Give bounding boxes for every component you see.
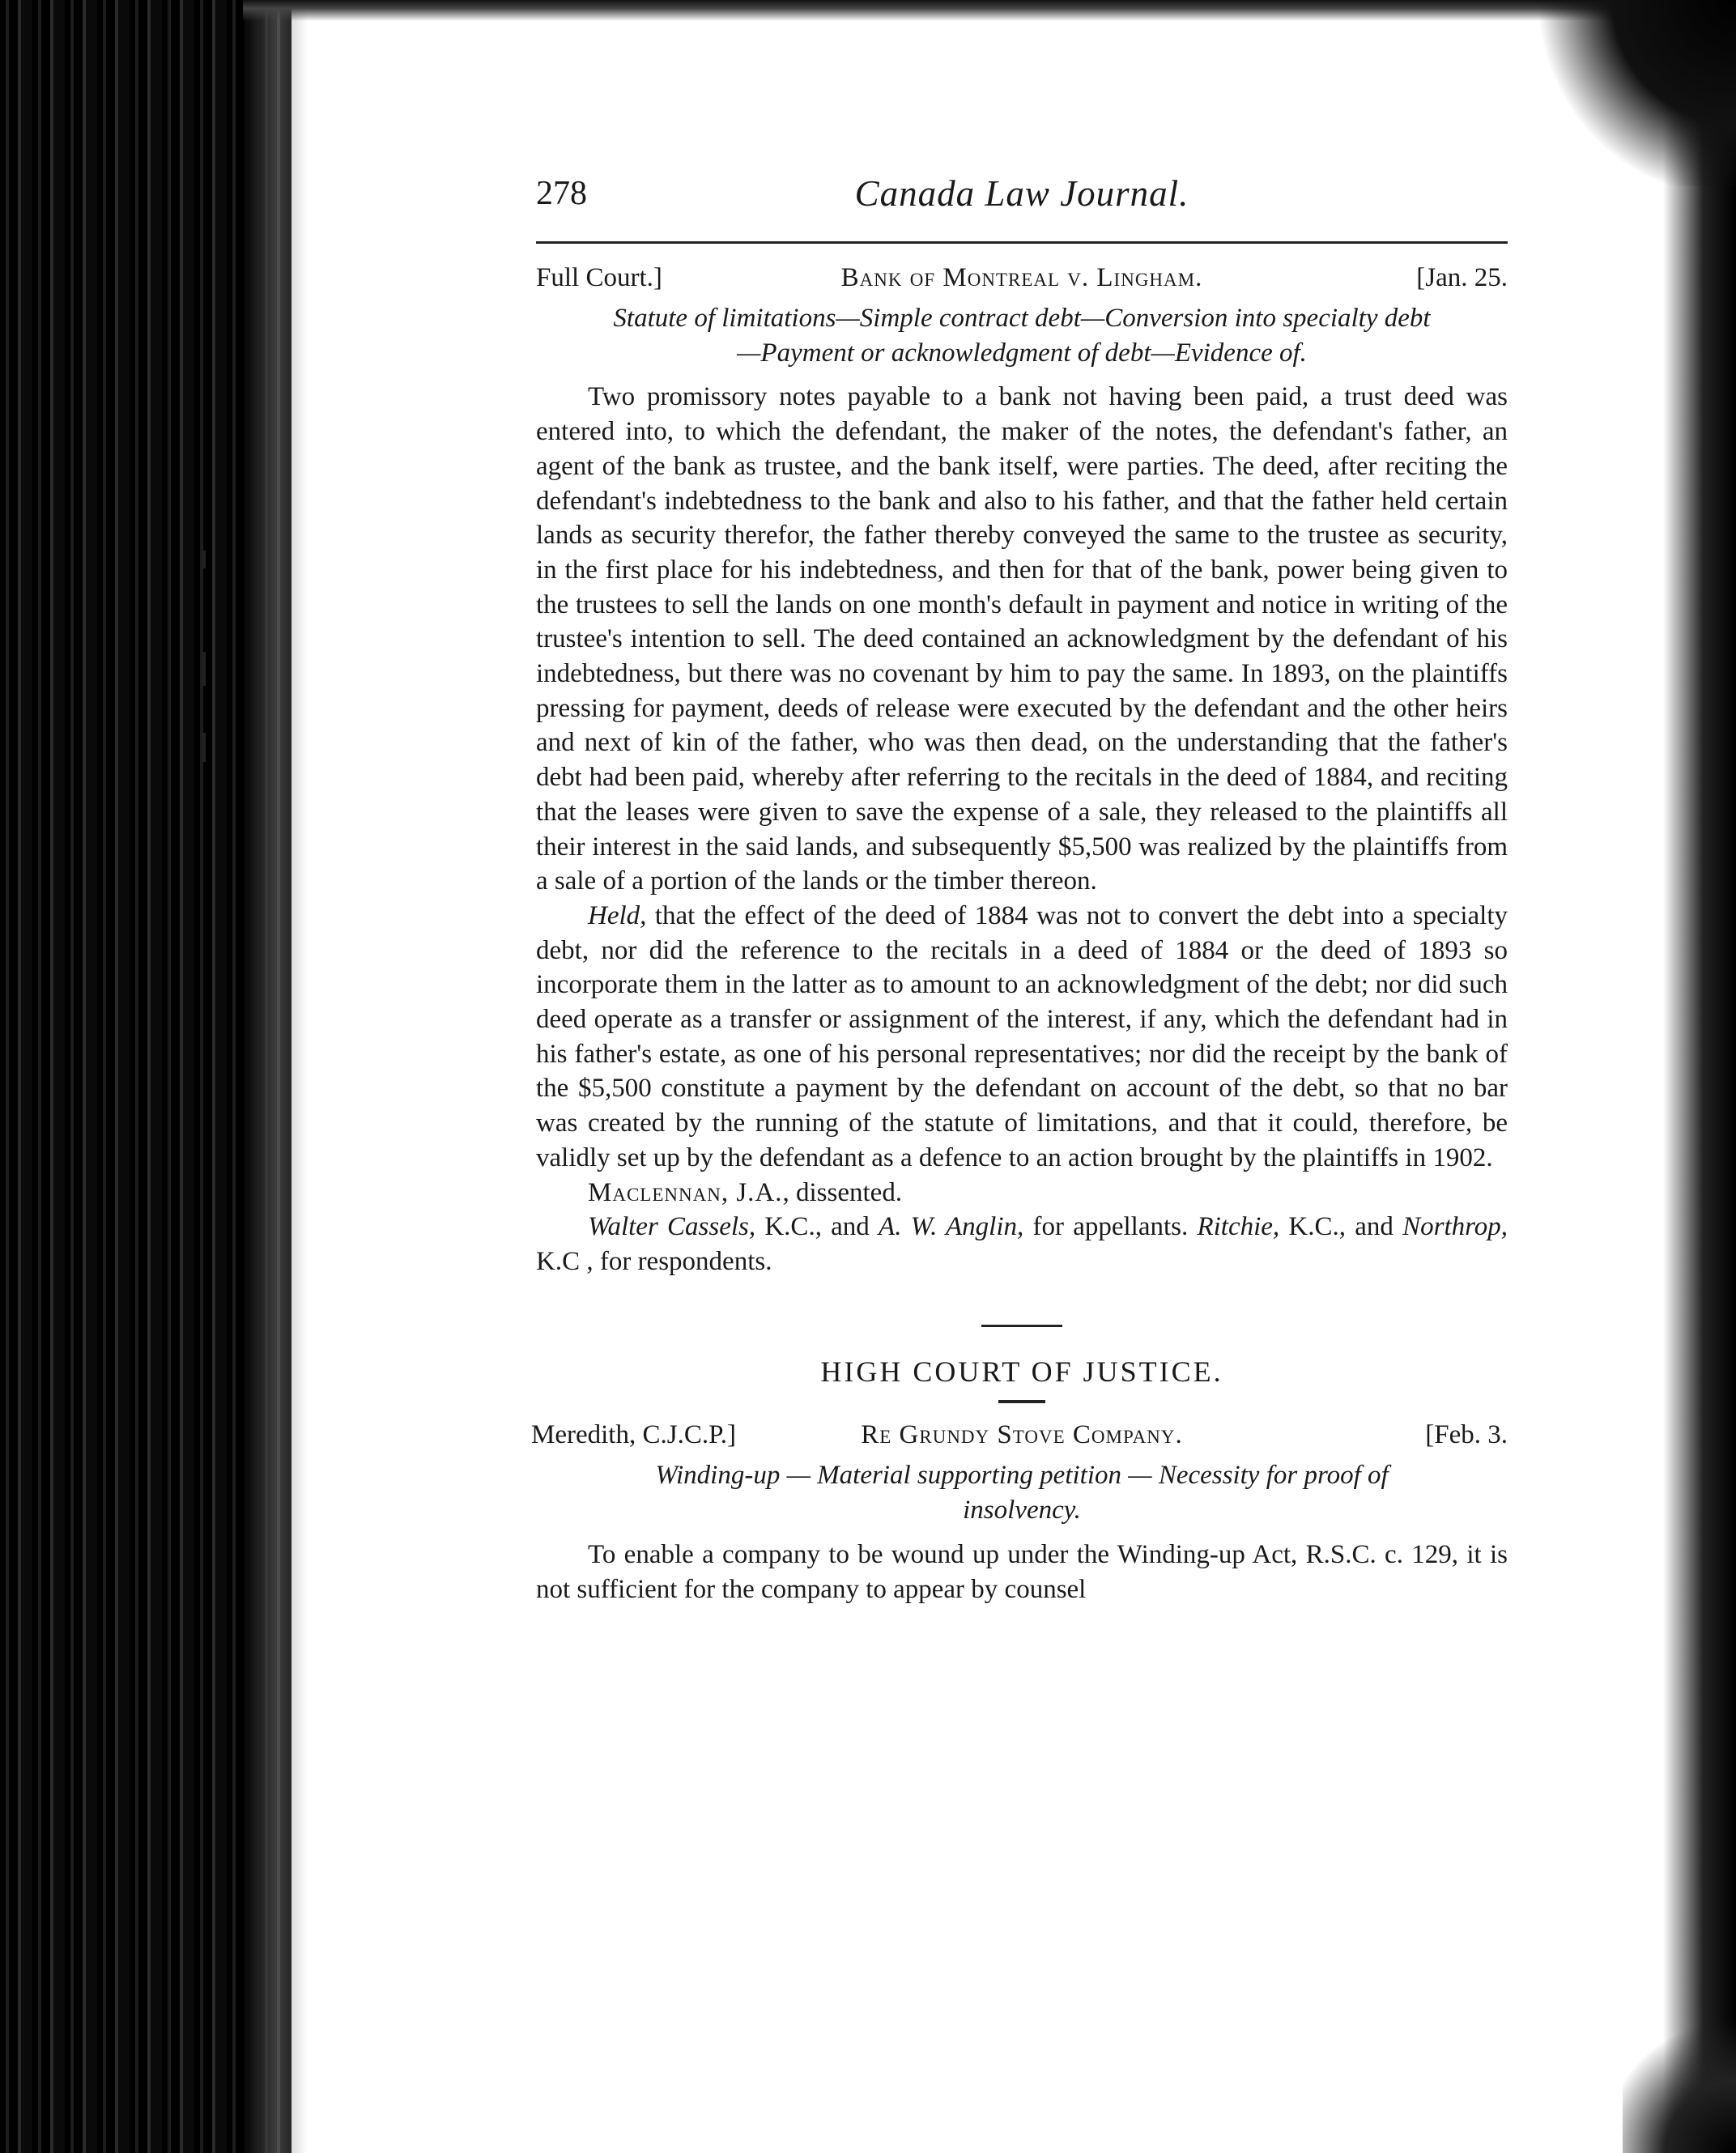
dissent-paragraph <box>536 1176 1508 1211</box>
counsel-text: K.C , for respondents. <box>536 1246 772 1276</box>
heading-rule <box>998 1400 1045 1403</box>
headnote-line: insolvency. <box>963 1496 1081 1525</box>
case-facts-paragraph: To enable a company to be wound up under the Winding-up Act, R.S.C. c. 129, it is not sufficient for the company to appear by counsel <box>536 1539 1508 1604</box>
counsel-text: for appellants. <box>1023 1212 1198 1242</box>
section-heading: HIGH COURT OF JUSTICE. <box>820 1355 1223 1388</box>
case-date: [Feb. 3. <box>1425 1420 1508 1450</box>
headnote-line: —Payment or acknowledgment of debt—Evidence of. <box>737 338 1307 368</box>
scan-mark <box>202 733 206 762</box>
holding-text: that the effect of the deed of 1884 was not to convert the debt into a specialty debt, nor did the reference to the recitals in a deed of 1884 or the deed of 1893 so incorporate them in the latter as to amount to an acknowledgment of the debt; nor did such deed operate as a transfer or assignment of the interest, if any, which the defendant had in his father's estate, as one of his personal representatives; nor did the receipt by the bank of the $5,500 constitute a payment by the defendant on account of the debt, so that no bar was created by the running of the statute of limitations, and that it could, therefore, be validly set up by the defendant as a defence to an action brought by the plaintiffs in 1902. <box>536 900 1508 1172</box>
scan-edge-top <box>243 0 1736 21</box>
document-page <box>531 173 1508 1606</box>
header-rule <box>536 241 1508 244</box>
counsel-text: K.C., and <box>755 1212 879 1242</box>
headnote <box>536 301 1508 370</box>
page-number: 278 <box>536 175 587 212</box>
dissent-text: , dissented. <box>782 1177 903 1207</box>
case-heading <box>531 1418 1508 1453</box>
section-divider <box>981 1325 1062 1327</box>
counsel-text: K.C., and <box>1279 1212 1403 1242</box>
scan-mark <box>202 652 206 686</box>
held-label: Held, <box>588 900 647 930</box>
court-name: Full Court.] <box>536 263 662 292</box>
scan-shadow-left <box>243 0 308 2153</box>
counsel-name: Walter Cassels, <box>588 1212 756 1242</box>
holding-paragraph <box>536 899 1508 1176</box>
case-facts-paragraph: Two promissory notes payable to a bank not having been paid, a trust deed was entered into, to which the defendant, the maker of the notes, the defendant's father, an agent of the bank as trustee, and the bank itself, were parties. The deed, after reciting the defendant's indebtedness to the bank and also to his father, and that the father held certain lands as security therefor, the father thereby conveyed the same to the trustee as security, in the first place for his indebtedness, and then for that of the bank, power being given to the trustees to sell the lands on one month's default in payment and notice in writing of the trustee's intention to sell. The deed contained an acknowledgment by the defendant of his indebtedness, but there was no covenant by him to pay the same. In 1893, on the plaintiffs pressing for payment, deeds of release were executed by the defendant and the other heirs and next of kin of the father, who was then dead, on the understanding that the father's debt had been paid, whereby after referring to the recitals in the deed of 1884, and reciting that the leases were given to save the expense of a sale, they released to the plaintiffs all their interest in the said lands, and subsequently $5,500 was realized by the plaintiffs from a sale of a portion of the lands or the timber thereon. <box>536 382 1508 896</box>
counsel-name: Ritchie, <box>1197 1212 1280 1242</box>
headnote-line: Statute of limitations—Simple contract debt—Conversion into specialty debt <box>613 304 1431 333</box>
case-title: Re Grundy Stove Company. <box>861 1420 1183 1450</box>
counsel-name: Northrop, <box>1402 1212 1508 1242</box>
counsel-name: A. W. Anglin, <box>879 1212 1024 1242</box>
case-date: [Jan. 25. <box>1416 263 1508 292</box>
case-title: Bank of Montreal v. Lingham. <box>840 263 1203 292</box>
dissenting-judge: Maclennan, J.A. <box>588 1177 783 1207</box>
court-name: Meredith, C.J.C.P.] <box>531 1420 737 1450</box>
scan-corner-top-right <box>1534 0 1736 186</box>
scan-corner-bottom-right <box>1623 2015 1736 2153</box>
scan-mark <box>202 551 206 568</box>
headnote-line: Winding-up — Material supporting petition — Necessity for proof of <box>655 1461 1389 1491</box>
running-head <box>536 173 1508 225</box>
case-heading <box>536 261 1508 296</box>
journal-title: Canada Law Journal. <box>854 173 1189 214</box>
counsel-paragraph <box>536 1210 1508 1279</box>
scan-edge-right <box>1663 0 1736 2153</box>
headnote <box>536 1458 1508 1527</box>
